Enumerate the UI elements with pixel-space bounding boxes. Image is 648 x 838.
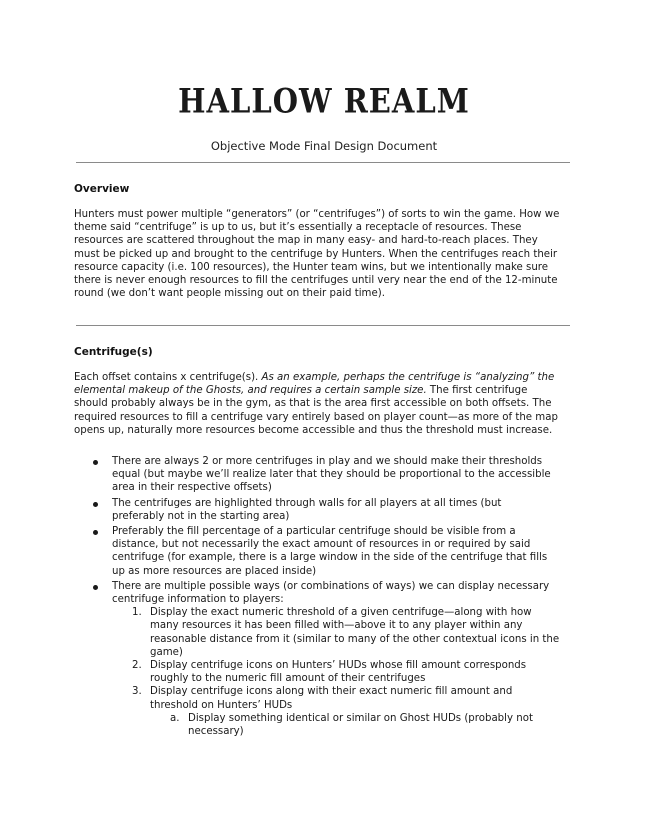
text-line: must be picked up and brought to the centrifuge by Hunters. When the centrifuges reach their — [74, 248, 558, 260]
text-line: distance, but not necessarily the exact amount of resources in or required by said — [112, 539, 531, 551]
text-run: The first centrifuge — [426, 385, 528, 397]
list-item — [0, 497, 582, 523]
text-line: threshold on Hunters’ HUDs — [150, 699, 293, 711]
bullet-icon — [93, 585, 98, 590]
list-number: 2. — [132, 660, 142, 672]
text-line: many resources it has been filled with—above it to any player within any — [150, 620, 523, 632]
centrifuges-paragraph — [74, 371, 576, 437]
document-title: HALLOW REALM — [178, 81, 470, 121]
text-line: Hunters must power multiple “generators” (or “centrifuges”) of sorts to win the game. How we — [74, 209, 560, 220]
text-run: Each offset contains x centrifuge(s). — [74, 372, 262, 383]
lettered-list — [150, 712, 590, 738]
text-line: preferably not in the starting area) — [112, 510, 290, 522]
text-line: resources are scattered throughout the map in many easy- and hard-to-reach places. They — [74, 235, 538, 247]
text-line: required resources to fill a centrifuge vary entirely based on player count—as more of the map — [74, 411, 558, 423]
text-line: up as more resources are placed inside) — [112, 565, 317, 577]
text-line: round (we don’t want people missing out on their paid time). — [74, 288, 385, 300]
text-line: Display centrifuge icons along with their exact numeric fill amount and — [150, 686, 513, 698]
list-number: 1. — [132, 607, 142, 619]
numbered-item — [112, 659, 590, 685]
text-line: necessary) — [188, 726, 244, 738]
section-heading-centrifuges: Centrifuge(s) — [74, 346, 153, 358]
text-line — [74, 384, 576, 397]
lettered-item — [150, 712, 588, 738]
divider — [76, 162, 570, 163]
text-line: There are always 2 or more centrifuges in play and we should make their thresholds — [112, 456, 543, 467]
text-line: centrifuge information to players: — [112, 594, 284, 606]
list-number: 3. — [132, 686, 142, 698]
list-letter: a. — [170, 712, 180, 724]
text-line: Display the exact numeric threshold of a given centrifuge—along with how — [150, 607, 532, 619]
numbered-list — [112, 606, 582, 738]
text-line: there is never enough resources to fill the centrifuges until very near the end of the 12-minute — [74, 275, 558, 287]
bullet-icon — [93, 502, 98, 507]
text-line: centrifuge (for example, there is a large window in the side of the centrifuge that fills — [112, 552, 548, 564]
bullet-icon — [93, 530, 98, 535]
text-line: reasonable distance from it (similar to many of the other contextual icons in the — [150, 633, 560, 645]
text-line: equal (but maybe we’ll realize later that they should be proportional to the accessible — [112, 469, 551, 481]
text-line: theme said “centrifuge” is up to us, but it’s essentially a receptacle of resources. These — [74, 222, 522, 234]
text-line: Display centrifuge icons on Hunters’ HUDs whose fill amount corresponds — [150, 660, 527, 672]
document-subtitle: Objective Mode Final Design Document — [210, 139, 438, 153]
bullet-list — [0, 455, 648, 740]
text-run-italic: elemental makeup of the Ghosts, and requires a certain sample size. — [74, 385, 427, 397]
overview-paragraph — [74, 208, 576, 300]
divider — [76, 325, 570, 326]
text-line: There are multiple possible ways (or combinations of ways) we can display necessary — [112, 580, 550, 592]
text-line: should probably always be in the gym, as that is the area first accessible on both offsets. The — [74, 398, 552, 410]
list-item — [0, 455, 582, 495]
text-line: opens up, naturally more resources become accessible and thus the threshold must increase. — [74, 424, 553, 436]
numbered-item — [112, 606, 590, 659]
numbered-item — [112, 685, 590, 738]
list-item — [0, 525, 582, 578]
text-line: resource capacity (i.e. 100 resources), the Hunter team wins, but we intentionally make sure — [74, 261, 549, 273]
text-run-italic: As an example, perhaps the centrifuge is “analyzing” the — [261, 372, 555, 383]
list-item — [0, 580, 582, 738]
bullet-icon — [93, 460, 98, 465]
text-line — [74, 371, 576, 384]
text-line: game) — [150, 646, 183, 658]
text-line: Display something identical or similar on Ghost HUDs (probably not — [188, 712, 533, 724]
text-line: roughly to the numeric fill amount of their centrifuges — [150, 673, 426, 685]
text-line: area in their respective offsets) — [112, 482, 272, 494]
text-line: Preferably the fill percentage of a particular centrifuge should be visible from a — [112, 526, 516, 538]
text-line: The centrifuges are highlighted through walls for all players at all times (but — [112, 497, 502, 509]
section-heading-overview: Overview — [74, 183, 130, 195]
